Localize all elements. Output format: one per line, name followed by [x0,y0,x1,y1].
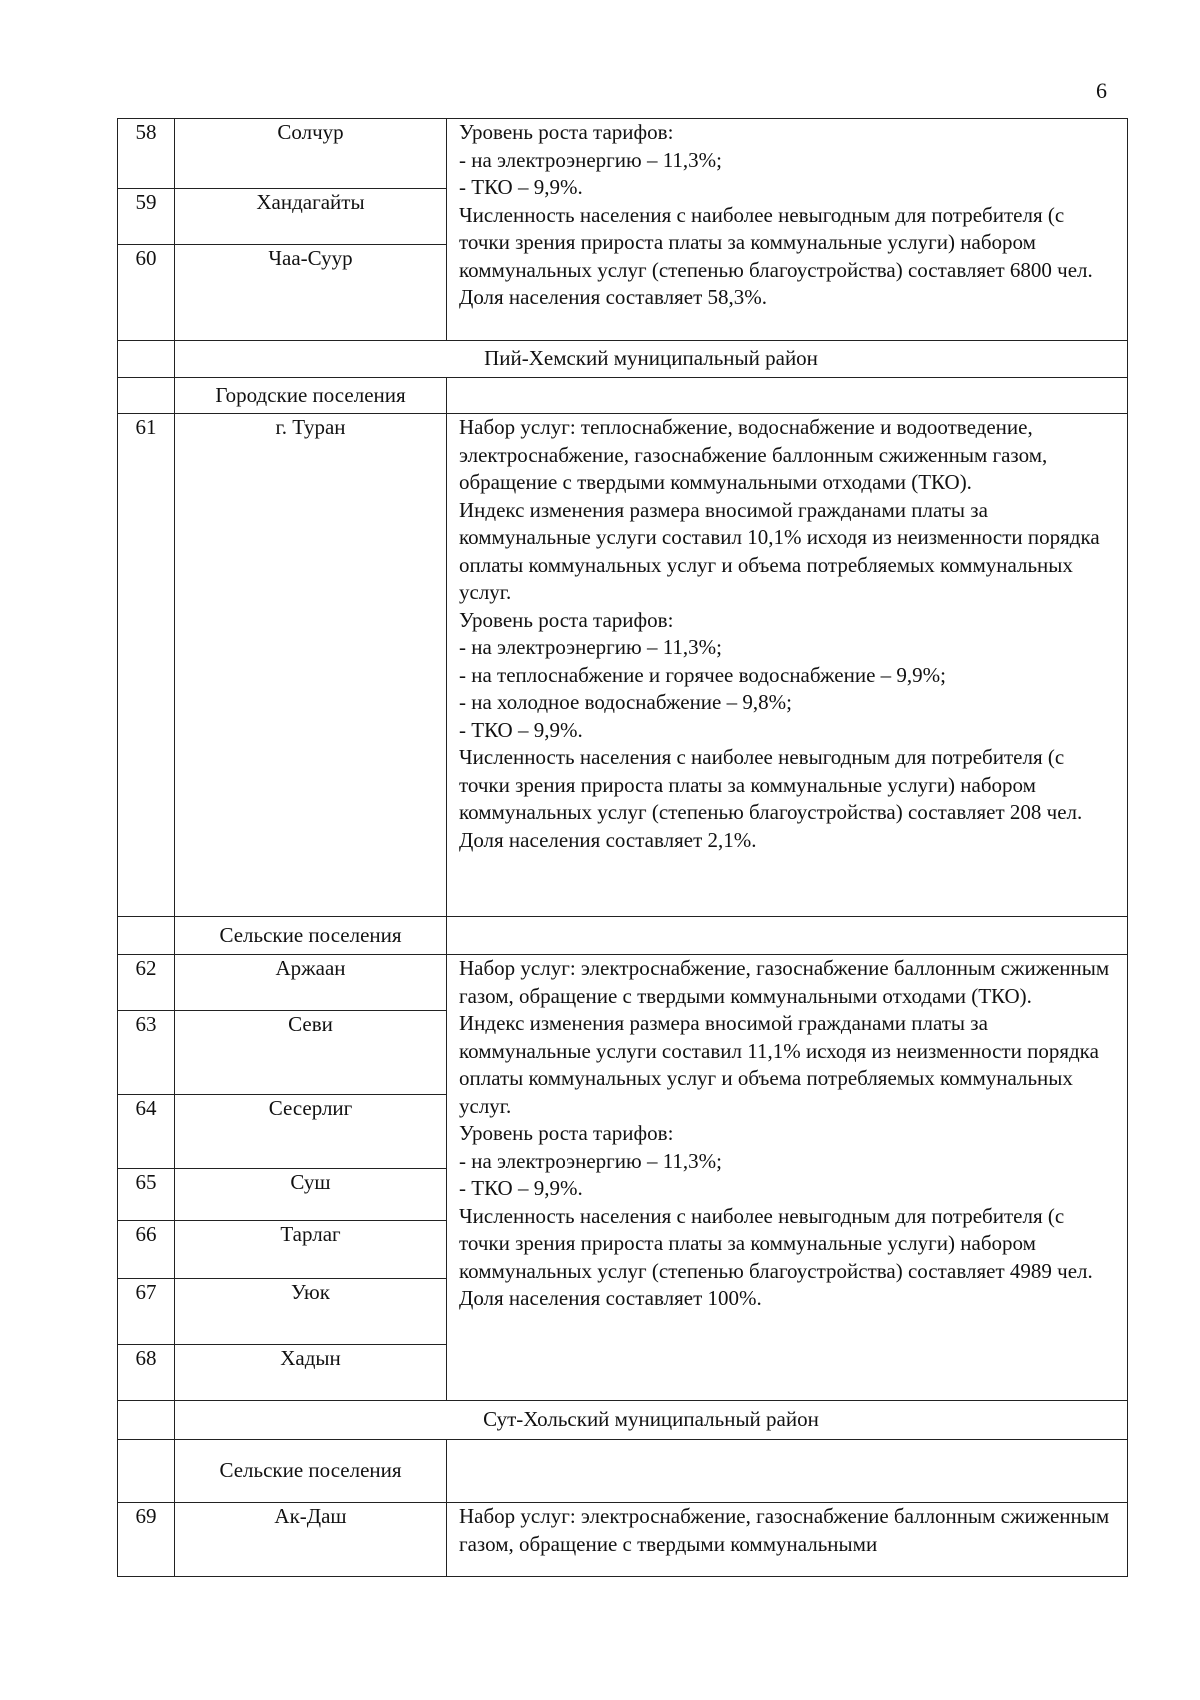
settlement-name: Сесерлиг [175,1095,447,1169]
district-title: Сут-Хольский муниципальный район [175,1401,1128,1440]
settlement-name: Севи [175,1011,447,1095]
settlement-description: Набор услуг: электроснабжение, газоснабжение баллонным сжиженным газом, обращение с твердыми коммунальными [447,1503,1128,1577]
settlement-type-label: Сельские поселения [175,917,447,955]
row-number: 61 [118,414,175,917]
settlement-type-row [118,378,1128,414]
table-row [118,119,1128,189]
tariff-table [117,118,1128,1577]
table-row [118,1503,1128,1577]
page-number: 6 [1096,78,1107,103]
district-row [118,341,1128,378]
row-number: 68 [118,1345,175,1401]
settlement-description: Уровень роста тарифов: - на электроэнергию – 11,3%; - ТКО – 9,9%. Численность населения с наиболее невыгодным для потребителя (с точки зрения прироста платы за коммунальные услуги) набором коммунальных услуг (степенью благоустройства) составляет 6800 чел. Доля населения составляет 58,3%. [447,119,1128,341]
settlement-name: Чаа-Суур [175,245,447,341]
settlement-name: Аржаан [175,955,447,1011]
settlement-description: Набор услуг: электроснабжение, газоснабжение баллонным сжиженным газом, обращение с твердыми коммунальными отходами (ТКО). Индекс изменения размера вносимой гражданами платы за коммунальные услуги составил 11,1% исходя из неизменности порядка оплаты коммунальных услуг и объема потребляемых коммунальных услуг. Уровень роста тарифов: - на электроэнергию – 11,3%; - ТКО – 9,9%. Численность населения с наиболее невыгодным для потребителя (с точки зрения прироста платы за коммунальные услуги) набором коммунальных услуг (степенью благоустройства) составляет 4989 чел. Доля населения составляет 100%. [447,955,1128,1401]
row-number: 66 [118,1221,175,1279]
settlement-name: Солчур [175,119,447,189]
settlement-type-row [118,917,1128,955]
district-row [118,1401,1128,1440]
settlement-name: Тарлаг [175,1221,447,1279]
settlement-type-row [118,1440,1128,1503]
settlement-name: Уюк [175,1279,447,1345]
settlement-type-label: Сельские поселения [175,1440,447,1503]
district-title: Пий-Хемский муниципальный район [175,341,1128,378]
row-number: 62 [118,955,175,1011]
settlement-name: Ак-Даш [175,1503,447,1577]
settlement-name: Хадын [175,1345,447,1401]
row-number: 69 [118,1503,175,1577]
settlement-name: г. Туран [175,414,447,917]
settlement-name: Хандагайты [175,189,447,245]
row-number: 59 [118,189,175,245]
row-number: 64 [118,1095,175,1169]
settlement-type-label: Городские поселения [175,378,447,414]
table-row [118,414,1128,917]
row-number: 65 [118,1169,175,1221]
row-number: 60 [118,245,175,341]
row-number: 58 [118,119,175,189]
settlement-name: Суш [175,1169,447,1221]
settlement-description: Набор услуг: теплоснабжение, водоснабжение и водоотведение, электроснабжение, газоснабжение баллонным сжиженным газом, обращение с твердыми коммунальными отходами (ТКО). Индекс изменения размера вносимой гражданами платы за коммунальные услуги составил 10,1% исходя из неизменности порядка оплаты коммунальных услуг и объема потребляемых коммунальных услуг. Уровень роста тарифов: - на электроэнергию – 11,3%; - на теплоснабжение и горячее водоснабжение – 9,9%; - на холодное водоснабжение – 9,8%; - ТКО – 9,9%. Численность населения с наиболее невыгодным для потребителя (с точки зрения прироста платы за коммунальные услуги) набором коммунальных услуг (степенью благоустройства) составляет 208 чел. Доля населения составляет 2,1%. [447,414,1128,917]
row-number: 67 [118,1279,175,1345]
row-number: 63 [118,1011,175,1095]
table-row [118,955,1128,1011]
